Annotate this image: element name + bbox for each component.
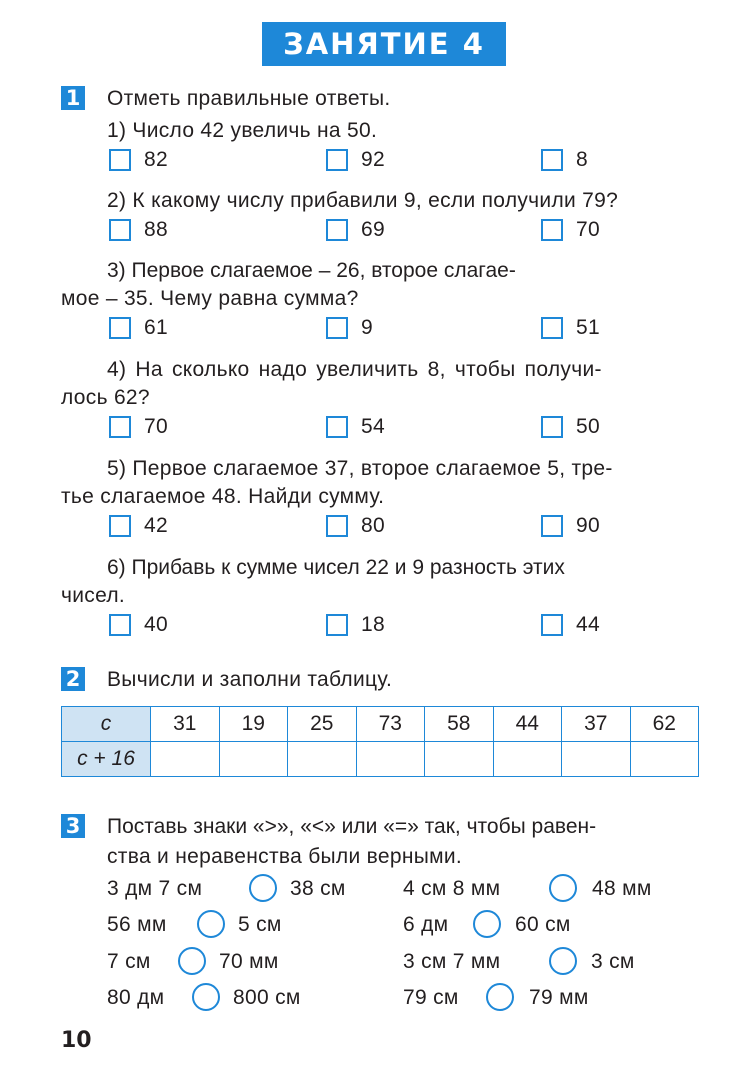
question-text-continued: тье слагаемое 48. Найди сумму. [61,485,385,508]
table-header-cell: c [62,707,151,742]
comparison-sign-circle[interactable] [549,874,577,902]
answer-option: 92 [361,148,385,171]
answer-option: 18 [361,613,385,636]
answer-option: 51 [576,316,600,339]
comparison-left: 3 см 7 мм [403,950,501,973]
table-cell: 62 [630,707,699,742]
table-cell: 37 [562,707,631,742]
question-text: 6) Прибавь к сумме чисел 22 и 9 разность этих [107,556,565,579]
answer-checkbox[interactable] [109,149,131,171]
comparison-sign-circle[interactable] [486,983,514,1011]
question-text: 5) Первое слагаемое 37, второе слагаемое 5, тре- [107,457,613,480]
answer-option: 42 [144,514,168,537]
answer-option: 9 [361,316,373,339]
task3-instruction-continued: ства и неравенства были верными. [107,845,463,868]
answer-checkbox[interactable] [109,515,131,537]
comparison-right: 60 см [515,913,571,936]
comparison-left: 80 дм [107,986,165,1009]
table-cell: 44 [493,707,562,742]
comparison-sign-circle[interactable] [249,874,277,902]
table-cell: 25 [288,707,357,742]
table-cell: 73 [356,707,425,742]
answer-cell[interactable] [219,742,288,777]
answer-checkbox[interactable] [109,416,131,438]
answer-checkbox[interactable] [326,219,348,241]
answer-checkbox[interactable] [326,317,348,339]
table-row [62,742,699,777]
task1-instruction: Отметь правильные ответы. [107,87,391,110]
comparison-right: 3 см [591,950,635,973]
answer-cell[interactable] [288,742,357,777]
answer-option: 40 [144,613,168,636]
answer-checkbox[interactable] [326,416,348,438]
table-cell: 19 [219,707,288,742]
answer-checkbox[interactable] [326,614,348,636]
answer-checkbox[interactable] [109,219,131,241]
table-cell: 31 [151,707,220,742]
comparison-sign-circle[interactable] [197,910,225,938]
comparison-right: 5 см [238,913,282,936]
answer-option: 88 [144,218,168,241]
lesson-title: ЗАНЯТИЕ 4 [283,27,485,61]
comparison-left: 4 см 8 мм [403,877,501,900]
answer-checkbox[interactable] [326,515,348,537]
question-text: 1) Число 42 увеличь на 50. [107,119,378,142]
question-text: 4) На сколько надо увеличить 8, чтобы получи- [107,358,602,381]
answer-option: 69 [361,218,385,241]
comparison-right: 79 мм [529,986,589,1009]
answer-option: 54 [361,415,385,438]
answer-option: 44 [576,613,600,636]
comparison-left: 56 мм [107,913,167,936]
comparison-right: 70 мм [219,950,279,973]
answer-checkbox[interactable] [109,317,131,339]
table-cell: 58 [425,707,494,742]
table-header-cell: c + 16 [62,742,151,777]
comparison-sign-circle[interactable] [473,910,501,938]
answer-checkbox[interactable] [541,317,563,339]
answer-option: 70 [576,218,600,241]
answer-checkbox[interactable] [541,515,563,537]
fill-in-table [61,706,699,777]
answer-checkbox[interactable] [326,149,348,171]
comparison-left: 7 см [107,950,151,973]
answer-checkbox[interactable] [541,149,563,171]
answer-cell[interactable] [630,742,699,777]
question-text-continued: чисел. [61,584,126,607]
answer-option: 90 [576,514,600,537]
answer-checkbox[interactable] [541,614,563,636]
table-row [62,707,699,742]
answer-option: 70 [144,415,168,438]
answer-cell[interactable] [356,742,425,777]
answer-checkbox[interactable] [541,219,563,241]
comparison-sign-circle[interactable] [549,947,577,975]
comparison-right: 48 мм [592,877,652,900]
question-text: 2) К какому числу прибавили 9, если получили 79? [107,189,619,212]
lesson-title-banner [262,22,506,66]
answer-cell[interactable] [493,742,562,777]
page-number: 10 [61,1028,92,1053]
comparison-right: 800 см [233,986,301,1009]
answer-cell[interactable] [425,742,494,777]
answer-option: 61 [144,316,168,339]
task2-instruction: Вычисли и заполни таблицу. [107,668,393,691]
task-number-badge: 1 [61,86,85,110]
comparison-sign-circle[interactable] [192,983,220,1011]
question-text: 3) Первое слагаемое – 26, второе слагае- [107,259,516,282]
answer-cell[interactable] [562,742,631,777]
answer-option: 82 [144,148,168,171]
comparison-right: 38 см [290,877,346,900]
answer-cell[interactable] [151,742,220,777]
answer-option: 80 [361,514,385,537]
comparison-sign-circle[interactable] [178,947,206,975]
task3-instruction: Поставь знаки «>», «<» или «=» так, чтобы равен- [107,815,597,838]
question-text-continued: лось 62? [61,386,150,409]
answer-checkbox[interactable] [109,614,131,636]
answer-option: 8 [576,148,588,171]
comparison-left: 79 см [403,986,459,1009]
question-text-continued: мое – 35. Чему равна сумма? [61,287,359,310]
comparison-left: 3 дм 7 см [107,877,203,900]
task-number-badge: 2 [61,667,85,691]
answer-checkbox[interactable] [541,416,563,438]
comparison-left: 6 дм [403,913,449,936]
answer-option: 50 [576,415,600,438]
task-number-badge: 3 [61,814,85,838]
